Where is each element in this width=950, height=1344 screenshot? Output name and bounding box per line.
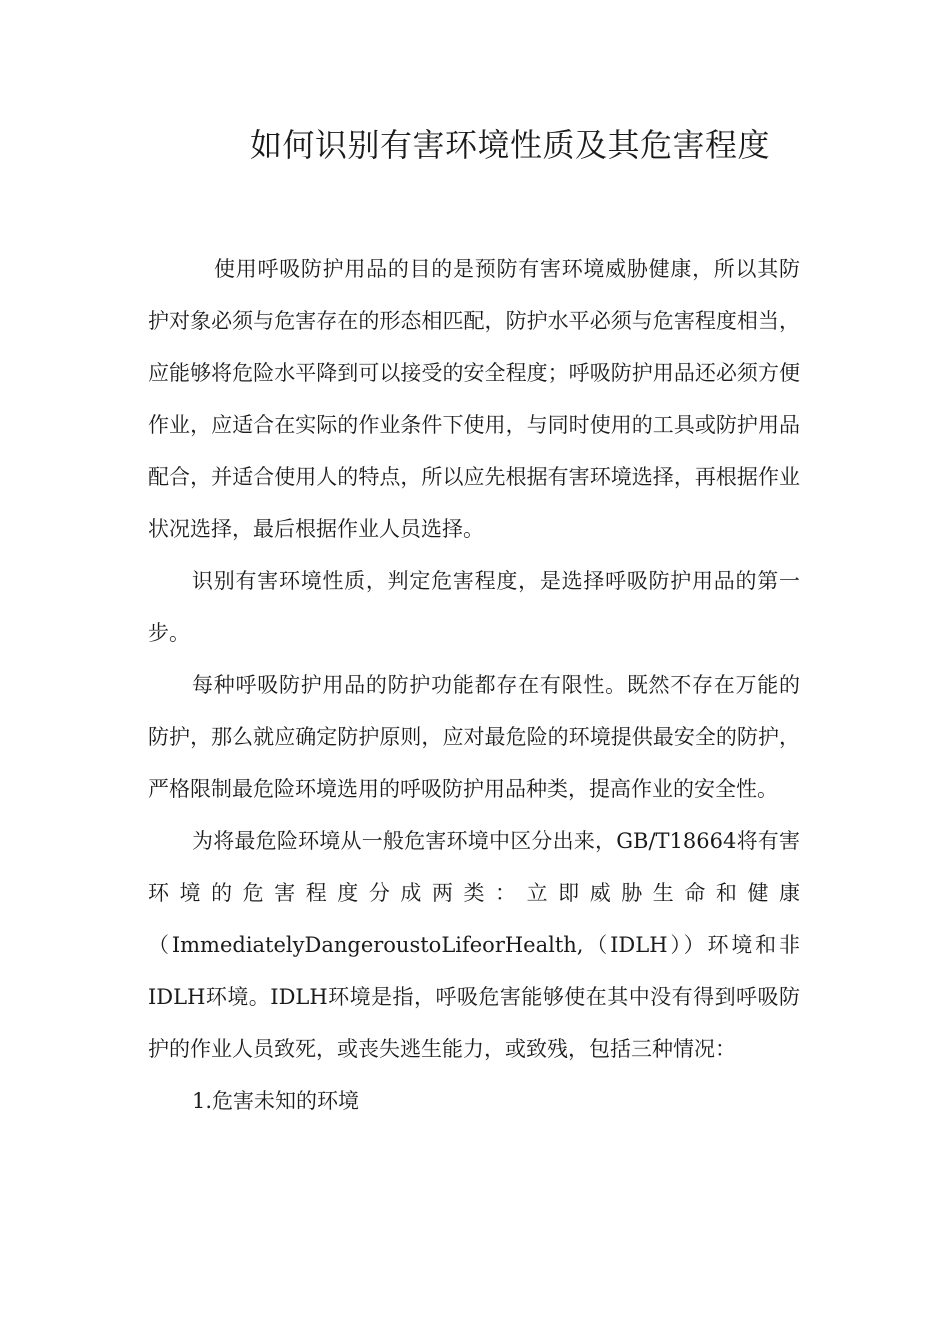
- document-title: 如何识别有害环境性质及其危害程度: [249, 126, 770, 164]
- paragraph-idlh-definition: 为将最危险环境从一般危害环境中区分出来，GB/T18664将有害环境的危害程度分成两类：立即威胁生命和健康（ImmediatelyDangeroustoLifeorHealth,（IDLH））环境和非IDLH环境。IDLH环境是指，呼吸危害能够使在其中没有得到呼吸防护的作业人员致死，或丧失逃生能力，或致残，包括三种情况：: [148, 829, 800, 1061]
- paragraph-purpose: 使用呼吸防护用品的目的是预防有害环境威胁健康，所以其防护对象必须与危害存在的形态相匹配，防护水平必须与危害程度相当，应能够将危险水平降到可以接受的安全程度；呼吸防护用品还必须方便作业，应适合在实际的作业条件下使用，与同时使用的工具或防护用品配合，并适合使用人的特点，所以应先根据有害环境选择，再根据作业状况选择，最后根据作业人员选择。: [148, 257, 800, 541]
- paragraph-first-step: 识别有害环境性质，判定危害程度，是选择呼吸防护用品的第一步。: [148, 569, 800, 645]
- paragraph-protection-limits: 每种呼吸防护用品的防护功能都存在有限性。既然不存在万能的防护，那么就应确定防护原则，应对最危险的环境提供最安全的防护，严格限制最危险环境选用的呼吸防护用品种类，提高作业的安全性。: [148, 673, 800, 801]
- document-body: [148, 243, 800, 1127]
- list-item-unknown-hazard: 1.危害未知的环境: [192, 1089, 360, 1113]
